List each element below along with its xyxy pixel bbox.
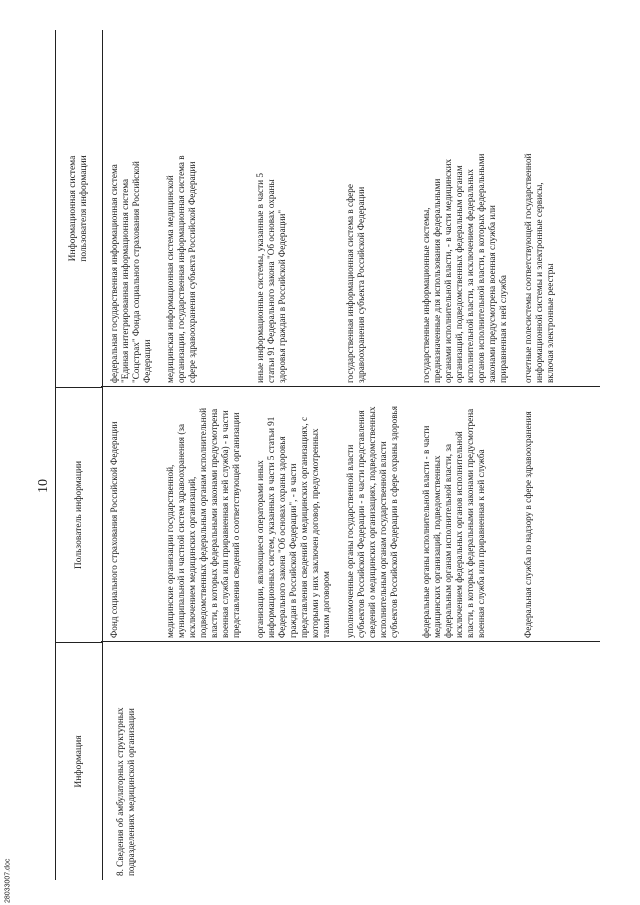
table-row-user-6: Федеральная служба по надзору в сфере здравоохранения [523, 411, 533, 638]
table-body [101, 30, 600, 880]
table-row-user-5: федеральные органы исполнительной власти - в части медицинских организаций, подведомственных федеральным органам исполнительной власти, за исключением федеральных органов исполнительной власти, в которых федеральными законами предусмотрена военная служба или приравненная к ней служба [421, 408, 486, 638]
table-row-user-4: уполномоченные органы государственной власти субъектов Российской Федерации - в части представления сведений о медицинских организациях, подведомственных исполнительным органам государственной власти субъектов Российской Федерации в сфере охраны здоровья [345, 406, 399, 638]
rotated-table [55, 30, 600, 880]
table-row-user-3: организации, являющиеся операторами иных информационных систем, указанных в части 5 статьи 91 Федерального закона "Об основах охраны здоровья граждан в Российской Федерации", - в части представления сведений о медицинских организациях, с которыми у них заключен договор, предусмотренных таким договором [255, 416, 331, 638]
header-information: Информация [56, 642, 102, 880]
table-row-system-1: федеральная государственная информационная система "Единая интегрированная информационная система "Соцстрах" Фонда социального страхования Российской Федерации [109, 161, 152, 383]
header-system: Информационная система пользователя информации [68, 155, 89, 262]
section-label: 8. Сведения об амбулаторных структурных подразделениях медицинской организации [115, 707, 136, 876]
table-row-system-6: отчетные полесистемы соответствующей государственной информационной системы и электронные сервисы, включая электронные реестры [523, 153, 555, 383]
table-row-user-1: Фонд социального страхования Российской Федерации [109, 421, 119, 638]
table-row-system-4: государственная информационная система в сфере здравоохранения субъекта Российской Федерации [345, 184, 366, 383]
table-header-row [55, 30, 103, 880]
header-user: Пользователь информации [56, 387, 102, 642]
table-row-system-2: медицинская информационная система медицинской организации, государственная информационная система в сфере здравоохранения субъекта Российской Федерации [165, 155, 197, 383]
table-row-system-5: государственные информационные системы, предназначенные для использования федеральными органами исполнительной власти, - в части медицинских организаций, подведомственных федеральным органам исполнительной власти, за исключением федеральных органов исполнительной власти, в которых федеральными законами предусмотрена военная служба или приравненная к ней служба [421, 153, 508, 383]
table-row-system-3: иные информационные системы, указанные в части 5 статьи 91 Федерального закона "Об основах охраны здоровья граждан в Российской Федерации" [255, 173, 287, 383]
table-row-user-2: медицинские организации государственной, муниципальной и частной систем здравоохранения (за исключением медицинских организаций, подведомственных федеральным органам исполнительной власти, в которых федеральными законами предусмотрена военная служба или приравненная к ней служба) - в части представления сведений о соответствующей организации [165, 407, 241, 638]
